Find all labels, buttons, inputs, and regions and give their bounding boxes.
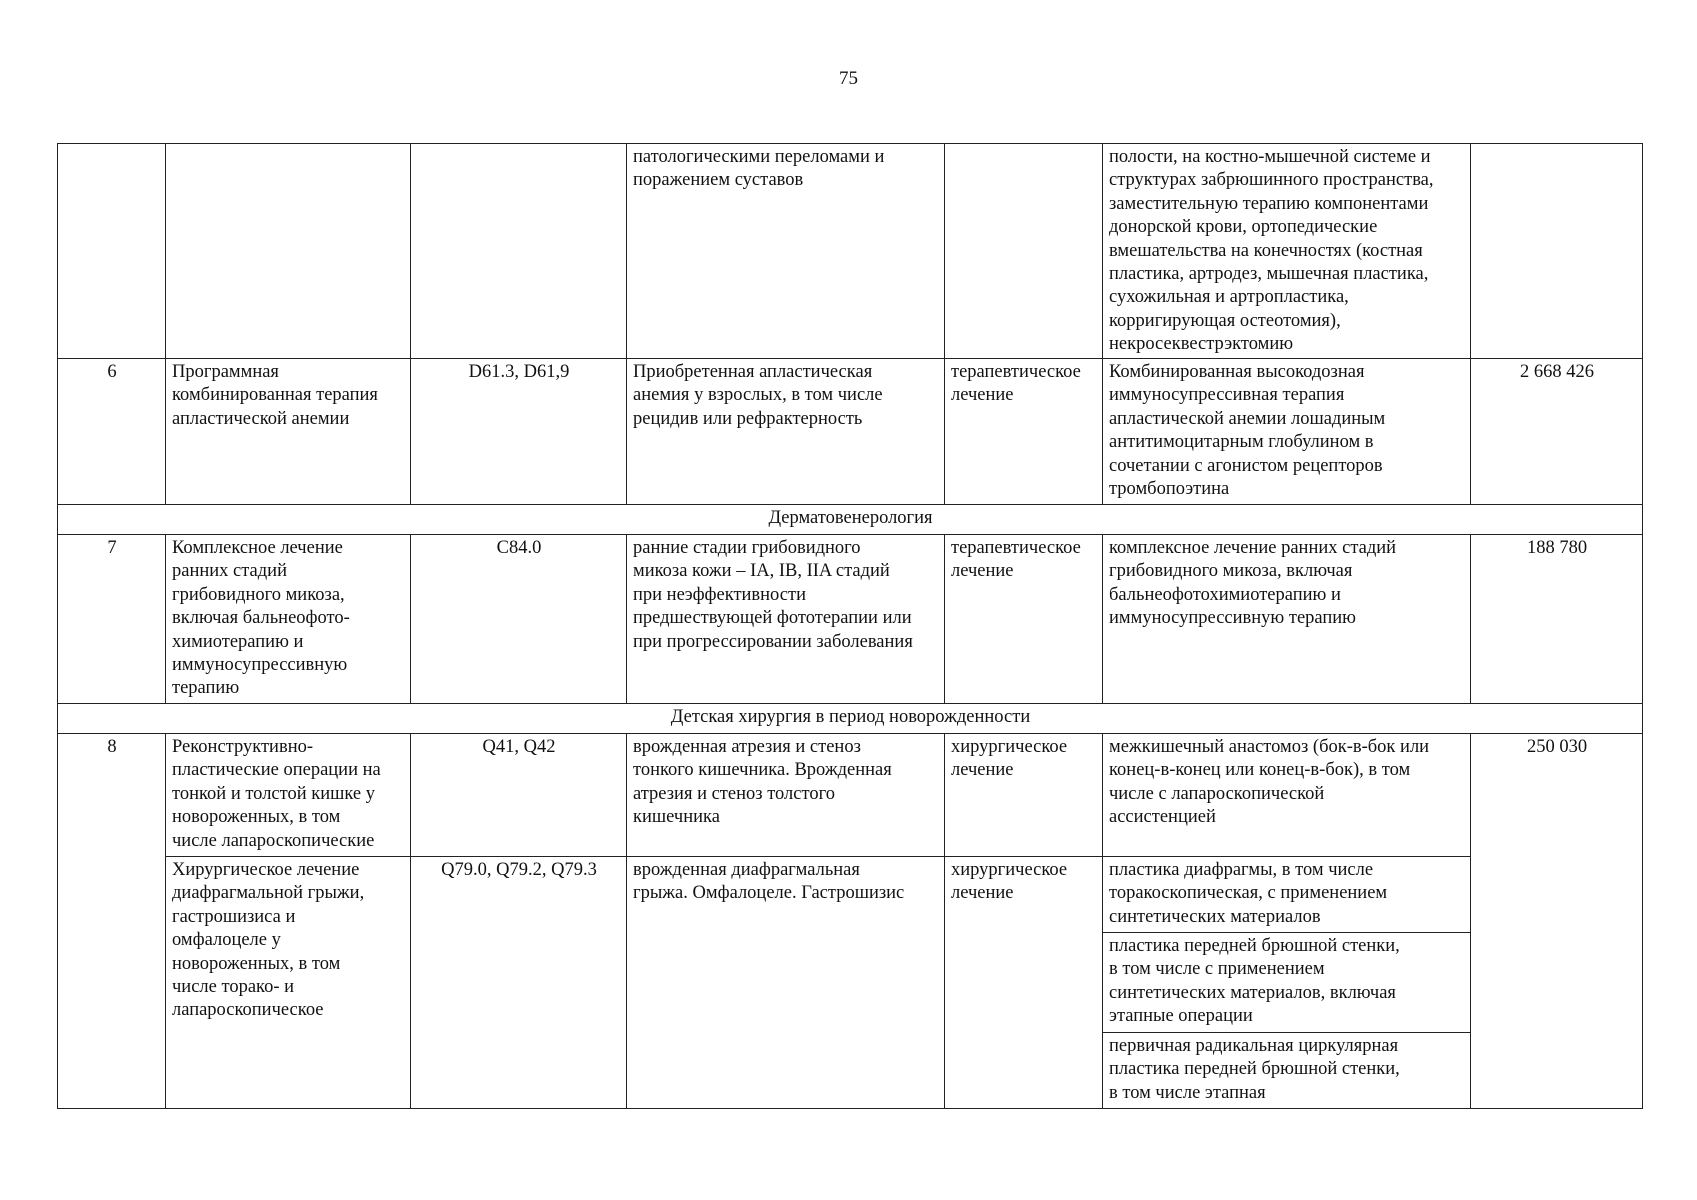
method-text: комплексное лечение ранних стадий грибовидного микоза, включая бальнеофотохимиотерапию и иммуносупрессивную терапию <box>1109 538 1397 629</box>
method-cell <box>1103 734 1471 857</box>
diagnosis-cell <box>627 359 945 505</box>
diagnosis-cell <box>627 857 945 1109</box>
treatment-cell <box>945 857 1103 1109</box>
diagnosis-cell <box>627 535 945 704</box>
method-cell <box>1103 1033 1471 1109</box>
code-cell <box>411 857 627 1109</box>
row-number: 8 <box>107 737 117 757</box>
diagnosis-text: ранние стадии грибовидного микоза кожи – IA, IB, IIA стадий при неэффективности предшествующей фототерапии или при прогрессировании заболевания <box>633 538 913 652</box>
icd-code: Q79.0, Q79.2, Q79.3 <box>441 860 597 880</box>
method-text: пластика передней брюшной стенки, в том числе с применением синтетических материалов, включая этапные операции <box>1109 936 1400 1027</box>
treatment-type: хирургическое лечение <box>951 737 1068 781</box>
method-cell <box>1103 535 1471 704</box>
cost-cell <box>1471 535 1643 704</box>
name-cell <box>166 144 411 359</box>
diagnosis-text: патологическими переломами и поражением суставов <box>633 147 885 191</box>
treatment-type: терапевтическое лечение <box>951 538 1081 582</box>
care-name: Программная комбинированная терапия апластической анемии <box>172 362 378 429</box>
table-row <box>58 857 1643 933</box>
method-text: полости, на костно-мышечной системе и структурах забрюшинного пространства, заместительную терапию компонентами донорской крови, ортопедические вмешательства на конечностях (костная пластика, артродез, мышечная пластика, сухожильная и артропластика, корригирующая остеотомия), некросеквестрэктомию <box>1109 147 1434 355</box>
section-row <box>58 505 1643 535</box>
care-name: Комплексное лечение ранних стадий грибовидного микоза, включая бальнеофото- химиотерапию и иммуносупрессивную терапию <box>172 538 350 699</box>
method-text: пластика диафрагмы, в том числе торакоскопическая, с применением синтетических материалов <box>1109 860 1388 927</box>
method-text: межкишечный анастомоз (бок-в-бок или конец-в-конец или конец-в-бок), в том числе с лапароскопической ассистенцией <box>1109 737 1430 828</box>
treatment-cell <box>945 734 1103 857</box>
treatment-type: терапевтическое лечение <box>951 362 1081 406</box>
cost-value: 2 668 426 <box>1520 362 1594 382</box>
treatment-cell <box>945 359 1103 505</box>
table-row <box>58 535 1643 704</box>
care-name: Хирургическое лечение диафрагмальной грыжи, гастрошизиса и омфалоцеле у новороженных, в том числе торако- и лапароскопическое <box>172 860 365 1021</box>
method-text: Комбинированная высокодозная иммуносупрессивная терапия апластической анемии лошадиным антитимоцитарным глобулином в сочетании с агонистом рецепторов тромбопоэтина <box>1109 362 1386 500</box>
row-number: 6 <box>107 362 117 382</box>
care-name: Реконструктивно- пластические операции на тонкой и толстой кишке у новороженных, в том числе лапароскопические <box>172 737 381 851</box>
cost-cell <box>1471 359 1643 505</box>
name-cell <box>166 359 411 505</box>
method-text: первичная радикальная циркулярная пластика передней брюшной стенки, в том числе этапная <box>1109 1036 1400 1103</box>
num-cell <box>58 359 166 505</box>
method-cell <box>1103 144 1471 359</box>
icd-code: Q41, Q42 <box>482 737 556 757</box>
row-number: 7 <box>107 538 117 558</box>
treatment-type: хирургическое лечение <box>951 860 1068 904</box>
code-cell <box>411 359 627 505</box>
cost-value: 250 030 <box>1526 737 1588 757</box>
medical-care-table <box>57 143 1643 1109</box>
treatment-cell <box>945 144 1103 359</box>
diagnosis-text: врожденная диафрагмальная грыжа. Омфалоцеле. Гастрошизис <box>633 860 905 904</box>
name-cell <box>166 535 411 704</box>
cost-cell <box>1471 144 1643 359</box>
section-row <box>58 704 1643 734</box>
code-cell <box>411 144 627 359</box>
diagnosis-cell <box>627 734 945 857</box>
method-cell <box>1103 933 1471 1033</box>
icd-code: D61.3, D61,9 <box>468 362 570 382</box>
section-title: Детская хирургия в период новорожденности <box>58 704 1643 734</box>
cost-value: 188 780 <box>1526 538 1588 558</box>
method-cell <box>1103 359 1471 505</box>
diagnosis-text: Приобретенная апластическая анемия у взрослых, в том числе рецидив или рефрактерность <box>633 362 883 429</box>
icd-code: C84.0 <box>496 538 542 558</box>
code-cell <box>411 734 627 857</box>
method-cell <box>1103 857 1471 933</box>
cost-cell <box>1471 734 1643 1109</box>
diagnosis-text: врожденная атрезия и стеноз тонкого кишечника. Врожденная атрезия и стеноз толстого кишечника <box>633 737 892 828</box>
code-cell <box>411 535 627 704</box>
name-cell <box>166 857 411 1109</box>
num-cell <box>58 535 166 704</box>
name-cell <box>166 734 411 857</box>
table-row <box>58 734 1643 857</box>
treatment-cell <box>945 535 1103 704</box>
num-cell <box>58 144 166 359</box>
page-number: 75 <box>839 68 858 89</box>
num-cell <box>58 734 166 1109</box>
table-row <box>58 144 1643 359</box>
table-row <box>58 359 1643 505</box>
section-title: Дерматовенерология <box>58 505 1643 535</box>
diagnosis-cell <box>627 144 945 359</box>
